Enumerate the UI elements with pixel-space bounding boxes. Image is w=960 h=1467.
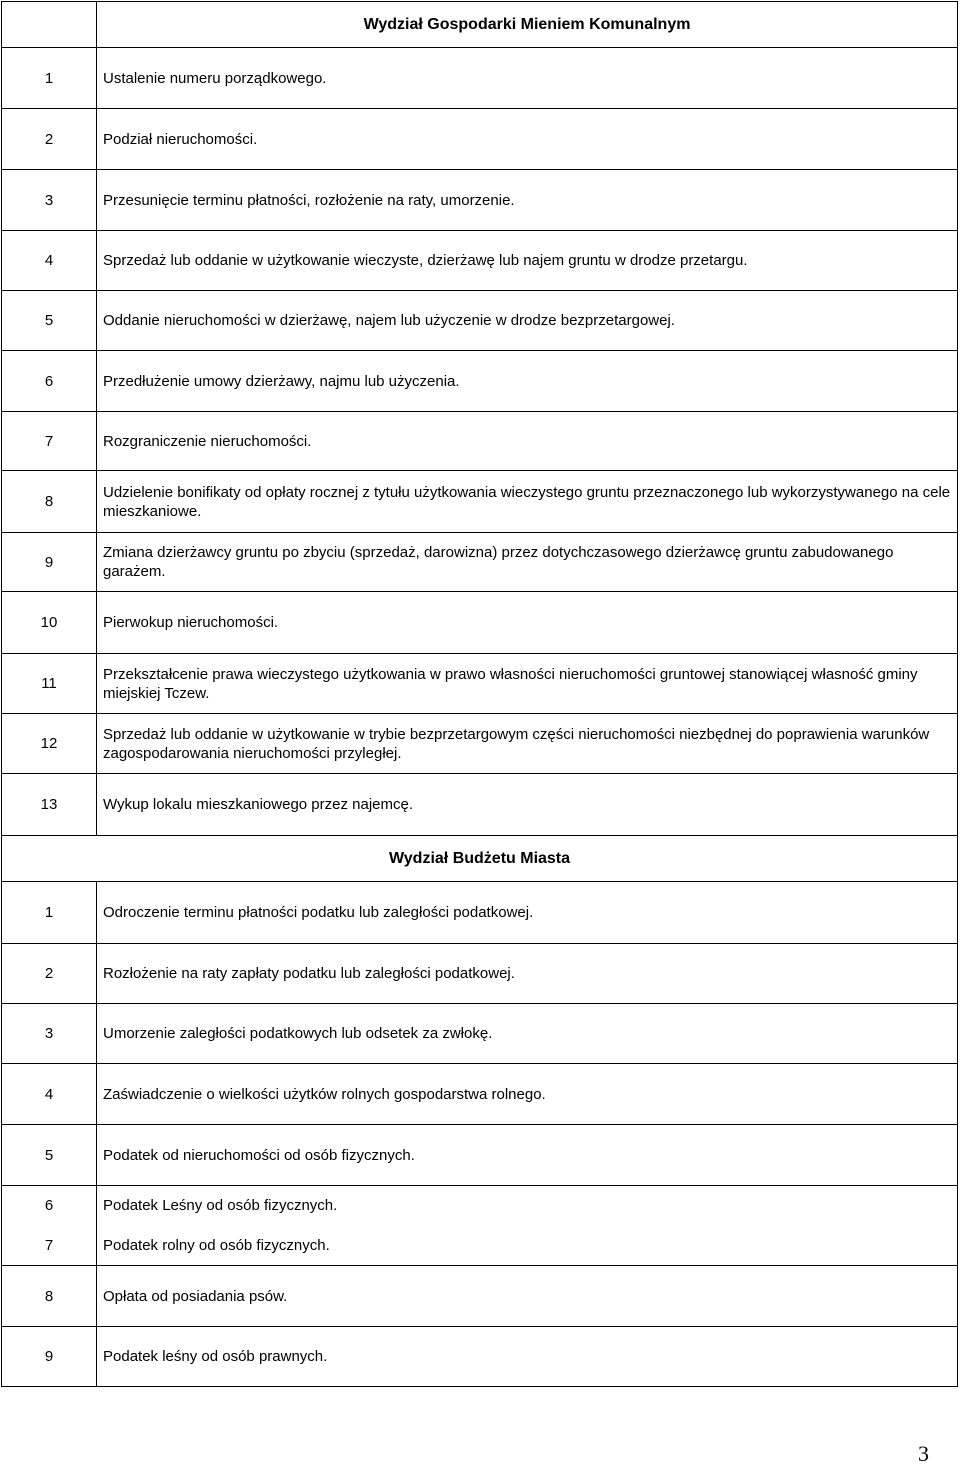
- item-number: 13: [2, 774, 97, 836]
- item-number: 2: [2, 109, 97, 170]
- item-description: Podatek od nieruchomości od osób fizycznych.: [97, 1125, 958, 1186]
- item-number: 6: [2, 351, 97, 412]
- item-number: 3: [2, 170, 97, 231]
- item-description: Przedłużenie umowy dzierżawy, najmu lub użyczenia.: [97, 351, 958, 412]
- item-number: 2: [2, 944, 97, 1004]
- item-number: 6: [2, 1186, 97, 1226]
- section-title: Wydział Gospodarki Mieniem Komunalnym: [97, 2, 958, 48]
- table-row: [2, 1004, 958, 1064]
- table-row: [2, 1186, 958, 1226]
- item-description: Wykup lokalu mieszkaniowego przez najemcę.: [97, 774, 958, 836]
- item-description: Umorzenie zaległości podatkowych lub odsetek za zwłokę.: [97, 1004, 958, 1064]
- item-number: 8: [2, 471, 97, 533]
- item-number: 7: [2, 1226, 97, 1266]
- table-row: [2, 592, 958, 654]
- table-row: [2, 351, 958, 412]
- item-number: 9: [2, 533, 97, 592]
- item-description: Podatek rolny od osób fizycznych.: [97, 1226, 958, 1266]
- section-header-row: [2, 2, 958, 48]
- table-row: [2, 1064, 958, 1125]
- item-number: 12: [2, 714, 97, 774]
- item-number: 11: [2, 654, 97, 714]
- item-number: 1: [2, 48, 97, 109]
- table-row: [2, 1226, 958, 1266]
- item-description: Sprzedaż lub oddanie w użytkowanie w trybie bezprzetargowym części nieruchomości niezbędnej do poprawienia warunków zagospodarowania nieruchomości przyległej.: [97, 714, 958, 774]
- item-description: Podatek Leśny od osób fizycznych.: [97, 1186, 958, 1226]
- item-description: Zmiana dzierżawcy gruntu po zbyciu (sprzedaż, darowizna) przez dotychczasowego dzierżawcę gruntu zabudowanego garażem.: [97, 533, 958, 592]
- item-number: 7: [2, 412, 97, 471]
- table-row: [2, 471, 958, 533]
- table-row: [2, 1327, 958, 1387]
- item-description: Udzielenie bonifikaty od opłaty rocznej z tytułu użytkowania wieczystego gruntu przeznaczonego lub wykorzystywanego na cele mieszkaniowe.: [97, 471, 958, 533]
- table-row: [2, 170, 958, 231]
- item-description: Opłata od posiadania psów.: [97, 1266, 958, 1327]
- item-number: 5: [2, 1125, 97, 1186]
- table-row: [2, 1266, 958, 1327]
- item-description: Oddanie nieruchomości w dzierżawę, najem lub użyczenie w drodze bezprzetargowej.: [97, 291, 958, 351]
- table-row: [2, 48, 958, 109]
- table-row: [2, 291, 958, 351]
- item-description: Pierwokup nieruchomości.: [97, 592, 958, 654]
- page-number: 3: [918, 1441, 929, 1466]
- item-number: 10: [2, 592, 97, 654]
- item-description: Rozłożenie na raty zapłaty podatku lub zaległości podatkowej.: [97, 944, 958, 1004]
- item-description: Przesunięcie terminu płatności, rozłożenie na raty, umorzenie.: [97, 170, 958, 231]
- services-table: [1, 1, 958, 1387]
- table-row: [2, 109, 958, 170]
- item-number: 8: [2, 1266, 97, 1327]
- item-number: 9: [2, 1327, 97, 1387]
- item-description: Zaświadczenie o wielkości użytków rolnych gospodarstwa rolnego.: [97, 1064, 958, 1125]
- item-description: Przekształcenie prawa wieczystego użytkowania w prawo własności nieruchomości gruntowej stanowiącej własność gminy miejskiej Tczew.: [97, 654, 958, 714]
- table-row: [2, 412, 958, 471]
- table-row: [2, 714, 958, 774]
- item-description: Rozgraniczenie nieruchomości.: [97, 412, 958, 471]
- item-description: Ustalenie numeru porządkowego.: [97, 48, 958, 109]
- table-row: [2, 231, 958, 291]
- table-row: [2, 774, 958, 836]
- section-header-row: [2, 836, 958, 882]
- item-description: Podatek leśny od osób prawnych.: [97, 1327, 958, 1387]
- item-number: 4: [2, 1064, 97, 1125]
- item-number: 3: [2, 1004, 97, 1064]
- item-number: 4: [2, 231, 97, 291]
- item-description: Podział nieruchomości.: [97, 109, 958, 170]
- item-description: Odroczenie terminu płatności podatku lub zaległości podatkowej.: [97, 882, 958, 944]
- table-row: [2, 944, 958, 1004]
- section-title: Wydział Budżetu Miasta: [2, 836, 958, 882]
- item-description: Sprzedaż lub oddanie w użytkowanie wieczyste, dzierżawę lub najem gruntu w drodze przetargu.: [97, 231, 958, 291]
- item-number: 5: [2, 291, 97, 351]
- table-row: [2, 1125, 958, 1186]
- item-number: 1: [2, 882, 97, 944]
- table-row: [2, 533, 958, 592]
- table-row: [2, 654, 958, 714]
- table-row: [2, 882, 958, 944]
- header-spacer-cell: [2, 2, 97, 48]
